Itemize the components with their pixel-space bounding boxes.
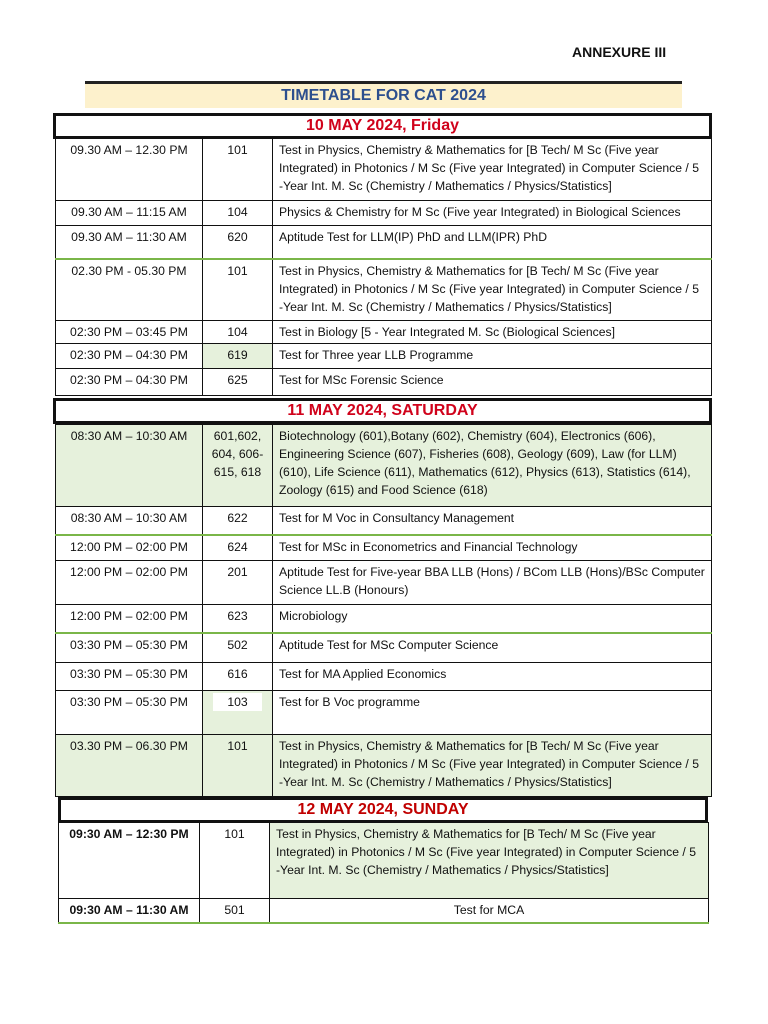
- code-cell: 501: [200, 899, 270, 923]
- code-cell: 104: [203, 321, 273, 344]
- time-cell: 12:00 PM – 02:00 PM: [56, 561, 203, 605]
- table-row: [56, 139, 712, 201]
- code-cell: 625: [203, 369, 273, 396]
- subject-cell: Microbiology: [273, 605, 712, 633]
- time-cell: 02:30 PM – 04:30 PM: [56, 344, 203, 369]
- time-cell: 12:00 PM – 02:00 PM: [56, 605, 203, 633]
- code-cell: 620: [203, 226, 273, 259]
- subject-cell: Aptitude Test for Five-year BBA LLB (Hons) / BCom LLB (Hons)/BSc Computer Science LL.B (Honours): [273, 561, 712, 605]
- annexure-label: ANNEXURE III: [572, 44, 667, 60]
- table-row: [56, 507, 712, 535]
- code-cell: [203, 691, 273, 735]
- table-row: [56, 663, 712, 691]
- subject-cell: Test in Physics, Chemistry & Mathematics for [B Tech/ M Sc (Five year Integrated) in Photonics / M Sc (Five year Integrated) in Computer Science / 5 -Year Int. M. Sc (Chemistry / Mathematics / Physics/Statistics]: [270, 823, 709, 899]
- time-cell: 09.30 AM – 12.30 PM: [56, 139, 203, 201]
- time-cell: 08:30 AM – 10:30 AM: [56, 507, 203, 535]
- subject-cell: Test in Physics, Chemistry & Mathematics for [B Tech/ M Sc (Five year Integrated) in Photonics / M Sc (Five year Integrated) in Computer Science / 5 -Year Int. M. Sc (Chemistry / Mathematics / Physics/Statistics]: [273, 735, 712, 797]
- subject-cell: Test for MA Applied Economics: [273, 663, 712, 691]
- subject-cell: Test in Physics, Chemistry & Mathematics for [B Tech/ M Sc (Five year Integrated) in Photonics / M Sc (Five year Integrated) in Computer Science / 5 -Year Int. M. Sc (Chemistry / Mathematics / Physics/Statistics]: [273, 139, 712, 201]
- code-cell: 619: [203, 344, 273, 369]
- code-cell: 101: [200, 823, 270, 899]
- table-row: [56, 344, 712, 369]
- subject-cell: Test for MSc in Econometrics and Financial Technology: [273, 535, 712, 561]
- timetable-11-may: [55, 424, 712, 797]
- code-cell: 104: [203, 201, 273, 226]
- code-cell: 502: [203, 633, 273, 663]
- code-cell: 601,602, 604, 606- 615, 618: [203, 425, 273, 507]
- code-cell: 101: [203, 139, 273, 201]
- table-row: [59, 823, 709, 899]
- timetable-10-may: [55, 138, 712, 396]
- table-row: [56, 425, 712, 507]
- subject-cell: Test in Biology [5 - Year Integrated M. Sc (Biological Sciences]: [273, 321, 712, 344]
- table-row: [56, 561, 712, 605]
- table-row: [56, 735, 712, 797]
- subject-cell: Test for Three year LLB Programme: [273, 344, 712, 369]
- time-cell: 02:30 PM – 04:30 PM: [56, 369, 203, 396]
- subject-cell: Physics & Chemistry for M Sc (Five year Integrated) in Biological Sciences: [273, 201, 712, 226]
- table-row: [56, 259, 712, 321]
- time-cell: 12:00 PM – 02:00 PM: [56, 535, 203, 561]
- code-cell: 624: [203, 535, 273, 561]
- code-cell: 623: [203, 605, 273, 633]
- code-cell: 101: [203, 735, 273, 797]
- day-header-12-may: 12 MAY 2024, SUNDAY: [58, 797, 708, 823]
- time-cell: 03:30 PM – 05:30 PM: [56, 663, 203, 691]
- table-row: [56, 535, 712, 561]
- subject-cell: Aptitude Test for LLM(IP) PhD and LLM(IPR) PhD: [273, 226, 712, 259]
- table-row: [56, 321, 712, 344]
- code-value: 103: [213, 693, 261, 711]
- subject-cell: Test in Physics, Chemistry & Mathematics for [B Tech/ M Sc (Five year Integrated) in Photonics / M Sc (Five year Integrated) in Computer Science / 5 -Year Int. M. Sc (Chemistry / Mathematics / Physics/Statistics]: [273, 259, 712, 321]
- subject-cell: Test for MSc Forensic Science: [273, 369, 712, 396]
- subject-cell: Biotechnology (601),Botany (602), Chemistry (604), Electronics (606), Engineering Science (607), Fisheries (608), Geology (609), Law (for LLM) (610), Life Science (611), Mathematics (612), Physics (613), Statistics (614), Zoology (615) and Food Science (618): [273, 425, 712, 507]
- table-row: [56, 369, 712, 396]
- time-cell: 03.30 PM – 06.30 PM: [56, 735, 203, 797]
- table-row: [59, 899, 709, 923]
- time-cell: 08:30 AM – 10:30 AM: [56, 425, 203, 507]
- table-row: [56, 226, 712, 259]
- time-cell: 09.30 AM – 11:30 AM: [56, 226, 203, 259]
- day-header-10-may: 10 MAY 2024, Friday: [53, 113, 712, 139]
- time-cell: 09:30 AM – 12:30 PM: [59, 823, 200, 899]
- time-cell: 02.30 PM - 05.30 PM: [56, 259, 203, 321]
- time-cell: 03:30 PM – 05:30 PM: [56, 691, 203, 735]
- subject-cell: Aptitude Test for MSc Computer Science: [273, 633, 712, 663]
- table-row: [56, 633, 712, 663]
- time-cell: 09.30 AM – 11:15 AM: [56, 201, 203, 226]
- table-row: [56, 691, 712, 735]
- code-cell: 622: [203, 507, 273, 535]
- table-row: [56, 201, 712, 226]
- table-row: [56, 605, 712, 633]
- subject-cell: Test for M Voc in Consultancy Management: [273, 507, 712, 535]
- time-cell: 02:30 PM – 03:45 PM: [56, 321, 203, 344]
- time-cell: 09:30 AM – 11:30 AM: [59, 899, 200, 923]
- code-cell: 101: [203, 259, 273, 321]
- page-title: TIMETABLE FOR CAT 2024: [85, 81, 682, 108]
- subject-cell: Test for B Voc programme: [273, 691, 712, 735]
- code-cell: 201: [203, 561, 273, 605]
- day-header-11-may: 11 MAY 2024, SATURDAY: [53, 398, 712, 424]
- timetable-12-may: [58, 822, 709, 924]
- time-cell: 03:30 PM – 05:30 PM: [56, 633, 203, 663]
- code-cell: 616: [203, 663, 273, 691]
- subject-cell: Test for MCA: [270, 899, 709, 923]
